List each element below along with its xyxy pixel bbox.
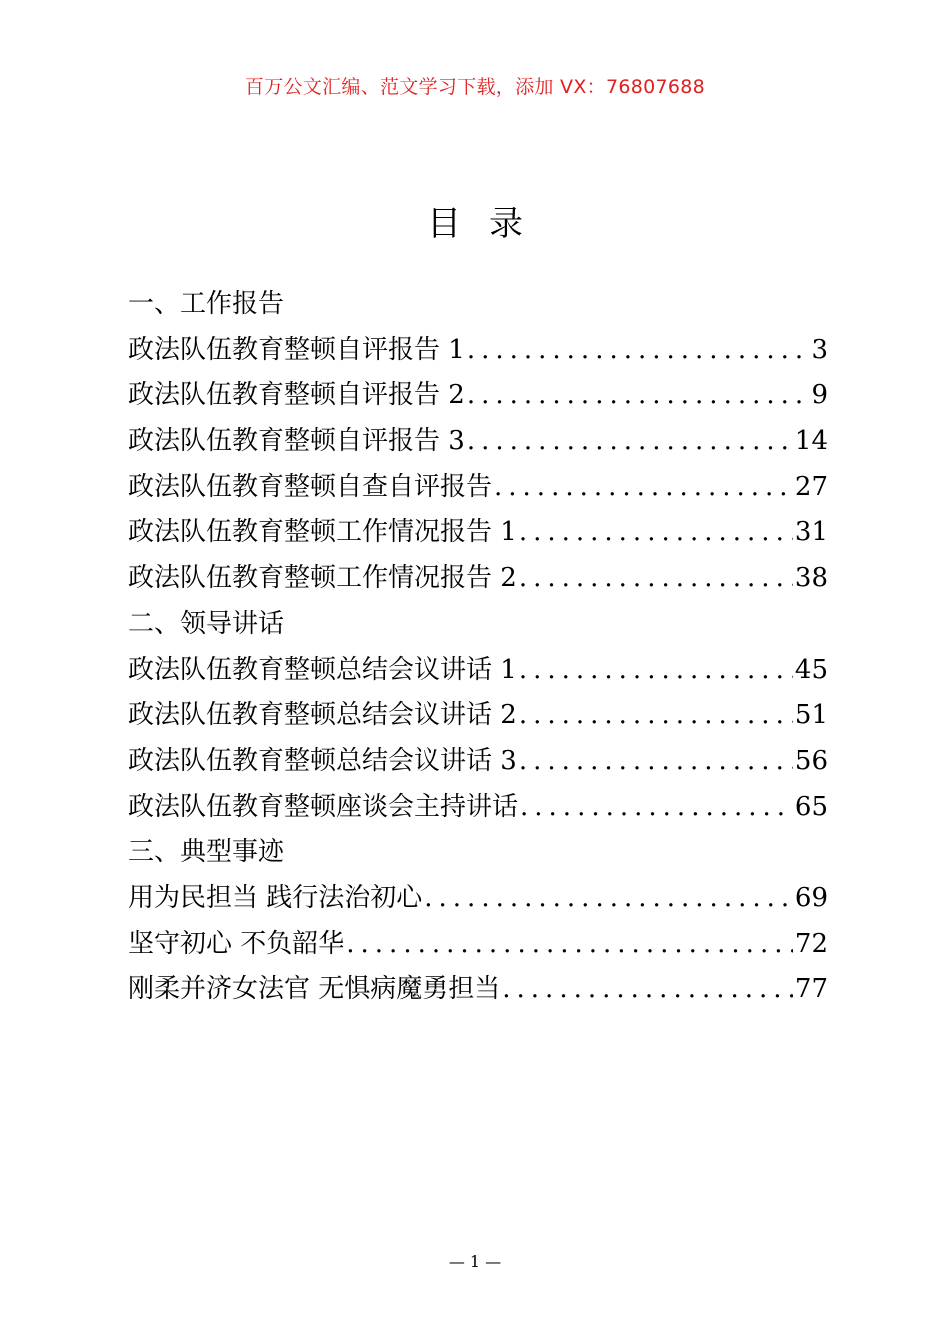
toc-entry-title: 政法队伍教育整顿工作情况报告 1	[128, 517, 517, 548]
toc-entry-page: 51	[794, 700, 828, 731]
toc-dot-leader	[465, 328, 810, 374]
page-title: 目录	[427, 204, 551, 244]
toc-entry-page: 69	[794, 882, 828, 913]
toc-entry-title: 坚守初心 不负韶华	[128, 928, 345, 959]
toc-dot-leader	[465, 419, 793, 465]
toc-dot-leader	[517, 648, 793, 694]
toc-entry-title: 政法队伍教育整顿工作情况报告 2	[128, 563, 517, 594]
toc-entry-page: 27	[794, 471, 828, 502]
toc-entry[interactable]	[128, 922, 828, 968]
toc-dot-leader	[517, 556, 793, 602]
toc-entry[interactable]	[128, 648, 828, 694]
toc-dot-leader	[500, 967, 793, 1013]
toc-dot-leader	[344, 922, 793, 968]
toc-entry[interactable]	[128, 419, 828, 465]
toc-entry-page: 72	[794, 928, 828, 959]
toc-entry-title: 政法队伍教育整顿自评报告 2	[128, 380, 465, 411]
toc-entry-page: 3	[811, 334, 828, 365]
toc-entry[interactable]	[128, 465, 828, 511]
toc-dot-leader	[518, 785, 793, 831]
toc-dot-leader	[492, 465, 793, 511]
toc-dot-leader	[422, 876, 793, 922]
toc-entry[interactable]	[128, 785, 828, 831]
toc-section-heading: 二、领导讲话	[128, 608, 285, 639]
toc-entry-page: 9	[811, 380, 828, 411]
toc-dot-leader	[517, 510, 793, 556]
toc-entry[interactable]	[128, 967, 828, 1013]
toc-section-heading: 一、工作报告	[128, 289, 285, 319]
toc-entry-title: 政法队伍教育整顿自评报告 1	[128, 334, 465, 365]
toc-entry-page: 77	[794, 974, 828, 1005]
toc-dot-leader	[517, 693, 793, 739]
toc-entry-page: 56	[794, 745, 828, 776]
toc-entry[interactable]	[128, 556, 828, 602]
toc-entry-page: 45	[794, 654, 828, 685]
toc-entry-page: 31	[794, 517, 828, 548]
page-number: — 1 —	[448, 1252, 502, 1271]
toc-entry[interactable]	[128, 510, 828, 556]
toc-entry-title: 政法队伍教育整顿座谈会主持讲话	[128, 791, 519, 822]
toc-entry-title: 政法队伍教育整顿总结会议讲话 1	[128, 654, 517, 685]
toc-entry-page: 65	[794, 791, 828, 822]
toc-entry-title: 政法队伍教育整顿自评报告 3	[128, 426, 465, 457]
toc-dot-leader	[517, 739, 793, 785]
toc-entry-title: 政法队伍教育整顿自查自评报告	[128, 471, 493, 502]
toc-entry-title: 刚柔并济女法官 无惧病魔勇担当	[128, 974, 501, 1005]
header-banner: 百万公文汇编、范文学习下载，添加 VX：76807688	[244, 76, 706, 98]
toc-entry[interactable]	[128, 328, 828, 374]
toc-entry-title: 政法队伍教育整顿总结会议讲话 3	[128, 745, 517, 776]
toc-entry-page: 14	[794, 426, 828, 457]
toc-entry[interactable]	[128, 739, 828, 785]
table-of-contents	[128, 282, 828, 1013]
toc-entry[interactable]	[128, 876, 828, 922]
toc-dot-leader	[465, 373, 810, 419]
toc-entry-title: 政法队伍教育整顿总结会议讲话 2	[128, 700, 517, 731]
toc-section-heading: 三、典型事迹	[128, 837, 285, 868]
toc-entry[interactable]	[128, 373, 828, 419]
toc-entry-page: 38	[794, 563, 828, 594]
toc-entry[interactable]	[128, 693, 828, 739]
toc-entry-title: 用为民担当 践行法治初心	[128, 882, 423, 913]
